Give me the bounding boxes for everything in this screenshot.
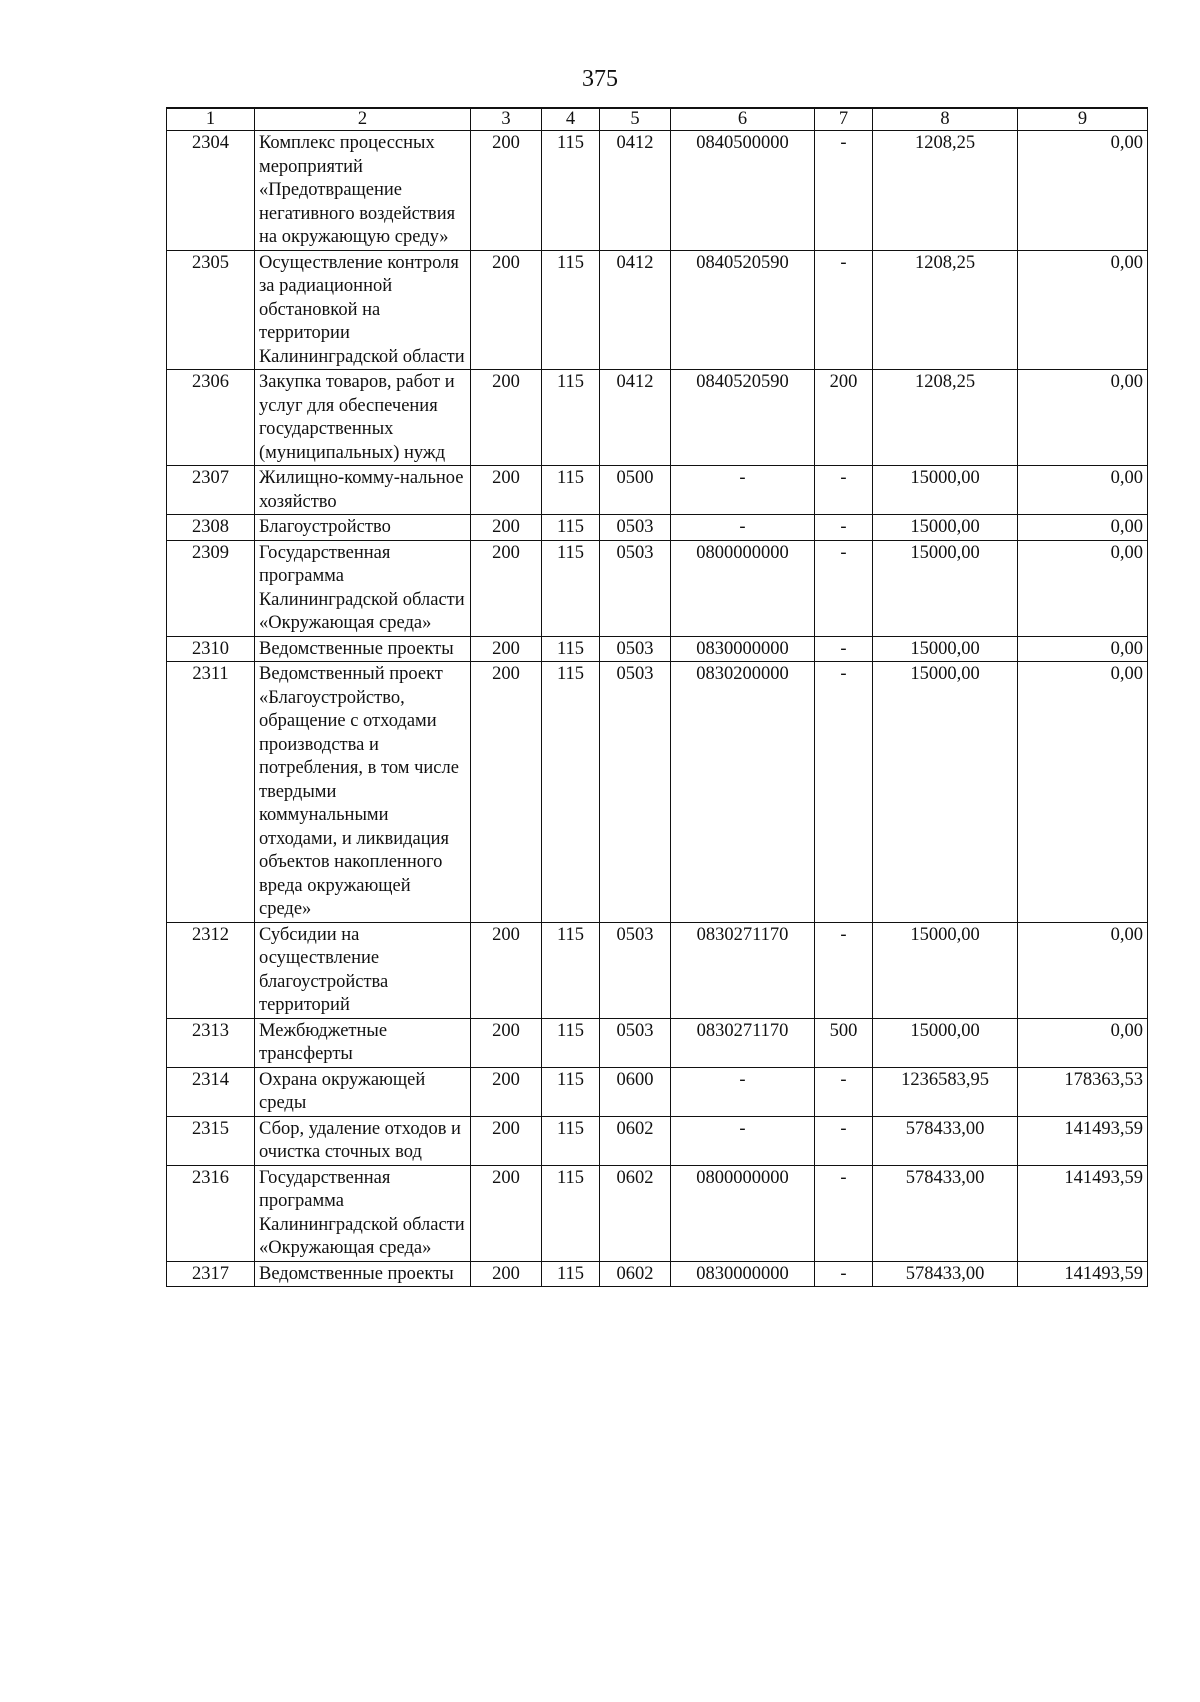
table-row <box>167 131 1148 251</box>
column-header: 7 <box>815 108 873 131</box>
table-cell: 1208,25 <box>873 370 1018 466</box>
column-header: 6 <box>671 108 815 131</box>
table-row <box>167 1116 1148 1165</box>
table-cell: - <box>671 1116 815 1165</box>
table-cell: - <box>815 922 873 1018</box>
table-cell: 200 <box>471 131 542 251</box>
table-cell: 200 <box>471 1018 542 1067</box>
table-cell: 0412 <box>600 370 671 466</box>
table-cell: 0503 <box>600 922 671 1018</box>
table-cell: 115 <box>542 250 600 370</box>
table-cell: 2317 <box>167 1261 255 1287</box>
table-cell: 2309 <box>167 540 255 636</box>
table-row <box>167 370 1148 466</box>
table-cell: 115 <box>542 515 600 541</box>
table-cell: 0602 <box>600 1261 671 1287</box>
table-cell: 115 <box>542 1165 600 1261</box>
table-cell: 200 <box>471 1067 542 1116</box>
row-description: Ведомственные проекты <box>255 636 471 662</box>
table-row <box>167 636 1148 662</box>
table-cell: 1208,25 <box>873 250 1018 370</box>
row-description: Осуществление контроля за радиационной обстановкой на территории Калининградской области <box>255 250 471 370</box>
table-cell: 141493,59 <box>1018 1165 1148 1261</box>
page-number: 375 <box>582 66 618 92</box>
table-cell: 0503 <box>600 636 671 662</box>
budget-table <box>166 107 1148 1287</box>
row-description: Благоустройство <box>255 515 471 541</box>
table-cell: 0800000000 <box>671 540 815 636</box>
table-cell: 2308 <box>167 515 255 541</box>
row-description: Государственная программа Калининградской области «Окружающая среда» <box>255 1165 471 1261</box>
table-cell: 0800000000 <box>671 1165 815 1261</box>
table-cell: 1236583,95 <box>873 1067 1018 1116</box>
table-cell: 200 <box>471 662 542 923</box>
table-cell: - <box>671 515 815 541</box>
table-cell: 200 <box>471 515 542 541</box>
table-cell: - <box>815 540 873 636</box>
table-cell: 578433,00 <box>873 1116 1018 1165</box>
table-cell: 0,00 <box>1018 636 1148 662</box>
row-description: Жилищно-комму-нальное хозяйство <box>255 466 471 515</box>
table-cell: 0,00 <box>1018 131 1148 251</box>
table-cell: 200 <box>815 370 873 466</box>
row-description: Комплекс процессных мероприятий «Предотвращение негативного воздействия на окружающую среду» <box>255 131 471 251</box>
table-cell: 0,00 <box>1018 370 1148 466</box>
table-cell: 200 <box>471 466 542 515</box>
table-cell: 2307 <box>167 466 255 515</box>
table-cell: 0,00 <box>1018 540 1148 636</box>
table-cell: 200 <box>471 636 542 662</box>
table-cell: 0,00 <box>1018 515 1148 541</box>
table-cell: 0503 <box>600 1018 671 1067</box>
table-cell: 141493,59 <box>1018 1261 1148 1287</box>
table-cell: 0830000000 <box>671 636 815 662</box>
table-cell: 2314 <box>167 1067 255 1116</box>
table-cell: 0600 <box>600 1067 671 1116</box>
table-row <box>167 1067 1148 1116</box>
table-cell: 115 <box>542 1261 600 1287</box>
table-cell: - <box>815 466 873 515</box>
table-cell: 115 <box>542 922 600 1018</box>
table-cell: 0500 <box>600 466 671 515</box>
table-cell: 115 <box>542 1116 600 1165</box>
column-header: 9 <box>1018 108 1148 131</box>
table-cell: - <box>815 662 873 923</box>
table-cell: 2313 <box>167 1018 255 1067</box>
table-row <box>167 1165 1148 1261</box>
table-cell: 0602 <box>600 1116 671 1165</box>
table-cell: 0412 <box>600 250 671 370</box>
table-cell: 2312 <box>167 922 255 1018</box>
row-description: Субсидии на осуществление благоустройства территорий <box>255 922 471 1018</box>
table-cell: 200 <box>471 922 542 1018</box>
table-cell: 0830271170 <box>671 1018 815 1067</box>
table-cell: 0830271170 <box>671 922 815 1018</box>
row-description: Сбор, удаление отходов и очистка сточных вод <box>255 1116 471 1165</box>
table-cell: 15000,00 <box>873 515 1018 541</box>
column-header: 2 <box>255 108 471 131</box>
table-cell: 0503 <box>600 540 671 636</box>
row-description: Закупка товаров, работ и услуг для обеспечения государственных (муниципальных) нужд <box>255 370 471 466</box>
table-cell: - <box>815 515 873 541</box>
table-row <box>167 540 1148 636</box>
column-header: 5 <box>600 108 671 131</box>
table-cell: - <box>815 1165 873 1261</box>
table-cell: 115 <box>542 1018 600 1067</box>
table-row <box>167 250 1148 370</box>
table-cell: 0840520590 <box>671 370 815 466</box>
table-cell: 200 <box>471 1165 542 1261</box>
table-cell: 200 <box>471 540 542 636</box>
table-cell: 200 <box>471 1116 542 1165</box>
table-header-row <box>167 108 1148 131</box>
table-cell: 15000,00 <box>873 636 1018 662</box>
row-description: Государственная программа Калининградской области «Окружающая среда» <box>255 540 471 636</box>
table-cell: 115 <box>542 662 600 923</box>
table-cell: 0,00 <box>1018 922 1148 1018</box>
table-cell: 15000,00 <box>873 540 1018 636</box>
column-header: 3 <box>471 108 542 131</box>
table-cell: 500 <box>815 1018 873 1067</box>
table-cell: 0840500000 <box>671 131 815 251</box>
table-cell: 115 <box>542 131 600 251</box>
table-cell: 578433,00 <box>873 1165 1018 1261</box>
table-cell: 200 <box>471 250 542 370</box>
table-cell: 0503 <box>600 515 671 541</box>
table-cell: 0,00 <box>1018 662 1148 923</box>
table-cell: 115 <box>542 466 600 515</box>
table-cell: 141493,59 <box>1018 1116 1148 1165</box>
table-cell: 2310 <box>167 636 255 662</box>
table-cell: 15000,00 <box>873 1018 1018 1067</box>
table-cell: 1208,25 <box>873 131 1018 251</box>
row-description: Охрана окружающей среды <box>255 1067 471 1116</box>
table-row <box>167 1261 1148 1287</box>
table-cell: - <box>815 1116 873 1165</box>
row-description: Ведомственные проекты <box>255 1261 471 1287</box>
table-cell: 2306 <box>167 370 255 466</box>
table-cell: 200 <box>471 1261 542 1287</box>
table-cell: - <box>671 1067 815 1116</box>
table-cell: 2315 <box>167 1116 255 1165</box>
table-cell: 115 <box>542 370 600 466</box>
table-cell: 0,00 <box>1018 1018 1148 1067</box>
table-row <box>167 922 1148 1018</box>
row-description: Межбюджетные трансферты <box>255 1018 471 1067</box>
table-cell: 0830200000 <box>671 662 815 923</box>
table-cell: 15000,00 <box>873 922 1018 1018</box>
table-row <box>167 1018 1148 1067</box>
table-cell: 0503 <box>600 662 671 923</box>
table-cell: 2305 <box>167 250 255 370</box>
table-cell: 15000,00 <box>873 662 1018 923</box>
table-cell: 2316 <box>167 1165 255 1261</box>
table-cell: 2304 <box>167 131 255 251</box>
column-header: 4 <box>542 108 600 131</box>
table-cell: - <box>815 1067 873 1116</box>
table-cell: 15000,00 <box>873 466 1018 515</box>
column-header: 8 <box>873 108 1018 131</box>
table-cell: 2311 <box>167 662 255 923</box>
row-description: Ведомственный проект «Благоустройство, обращение с отходами производства и потребления, в том числе твердыми коммунальными отходами, и ликвидация объектов накопленного вреда окружающей среде» <box>255 662 471 923</box>
table-row <box>167 466 1148 515</box>
table-cell: 178363,53 <box>1018 1067 1148 1116</box>
table-cell: 115 <box>542 540 600 636</box>
table-cell: - <box>815 636 873 662</box>
table-cell: 200 <box>471 370 542 466</box>
table-cell: 0840520590 <box>671 250 815 370</box>
table-cell: 0830000000 <box>671 1261 815 1287</box>
table-cell: 115 <box>542 636 600 662</box>
table-cell: - <box>815 250 873 370</box>
table-cell: - <box>815 131 873 251</box>
table-cell: - <box>815 1261 873 1287</box>
table-cell: 0,00 <box>1018 466 1148 515</box>
table-cell: 115 <box>542 1067 600 1116</box>
table-cell: 578433,00 <box>873 1261 1018 1287</box>
table-cell: 0,00 <box>1018 250 1148 370</box>
column-header: 1 <box>167 108 255 131</box>
table-cell: 0602 <box>600 1165 671 1261</box>
table-row <box>167 515 1148 541</box>
table-row <box>167 662 1148 923</box>
table-cell: 0412 <box>600 131 671 251</box>
table-cell: - <box>671 466 815 515</box>
